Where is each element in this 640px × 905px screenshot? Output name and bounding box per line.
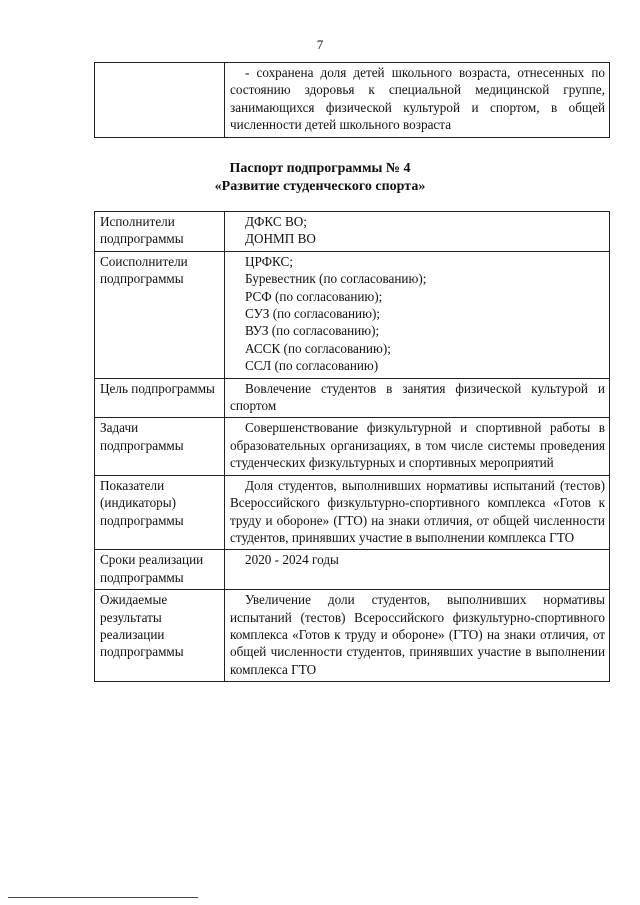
row-label: Ожидаемые результаты реализации подпрограммы (95, 590, 225, 682)
row-value: 2020 - 2024 годы (225, 550, 610, 590)
table-row (95, 63, 610, 138)
row-label: Показатели (индикаторы) подпрограммы (95, 475, 225, 550)
value-line: ДОНМП ВО (245, 231, 316, 247)
value-line: ДФКС ВО; (245, 214, 307, 229)
table-row (95, 475, 610, 550)
value-line: ВУЗ (по согласованию); (245, 323, 380, 339)
value-line: АССК (по согласованию); (245, 340, 391, 356)
row-label: Соисполнители подпрограммы (95, 251, 225, 378)
row-label: Задачи подпрограммы (95, 418, 225, 475)
passport-table (94, 211, 610, 682)
title-line-1: Паспорт подпрограммы № 4 (229, 161, 411, 176)
table-cell-empty (95, 63, 225, 138)
table-row (95, 251, 610, 378)
table-row (95, 212, 610, 252)
table-row (95, 550, 610, 590)
document-title (0, 160, 640, 196)
table-row (95, 418, 610, 475)
table-cell-text: - сохранена доля детей школьного возраста, отнесенных по состоянию здоровья к специальной медицинской группе, занимающихся физической культурой и спортом, в общей численности детей школьного возраста (225, 63, 610, 138)
value-line: ССЛ (по согласованию) (245, 358, 379, 374)
row-value: Доля студентов, выполнивших нормативы испытаний (тестов) Всероссийского физкультурно-спортивного комплекса «Готов к труду и обороне» (ГТО) на знаки отличия, от общей численности студентов, принявших участие в выполнении комплекса ГТО (225, 475, 610, 550)
row-value: Вовлечение студентов в занятия физической культурой и спортом (225, 378, 610, 418)
continuation-table (94, 62, 610, 138)
row-label: Цель подпрограммы (95, 378, 225, 418)
row-label: Сроки реализации подпрограммы (95, 550, 225, 590)
row-value: Совершенствование физкультурной и спортивной работы в образовательных организациях, в том числе системы проведения студенческих физкультурных и спортивных мероприятий (225, 418, 610, 475)
table-row (95, 590, 610, 682)
page-number: 7 (316, 37, 324, 52)
title-line-2: «Развитие студенческого спорта» (214, 179, 426, 194)
value-line: Буревестник (по согласованию); (245, 271, 427, 287)
value-line: ЦРФКС; (245, 253, 293, 269)
footnote-rule (8, 897, 198, 898)
row-label: Исполнители подпрограммы (95, 212, 225, 252)
value-line: СУЗ (по согласованию); (245, 306, 381, 322)
row-value (225, 212, 610, 252)
value-line: РСФ (по согласованию); (245, 288, 383, 304)
row-value: Увеличение доли студентов, выполнивших нормативы испытаний (тестов) Всероссийского физкультурно-спортивного комплекса «Готов к труду и обороне» (ГТО) на знаки отличия, от общей численности студентов, принявших участие в выполнении комплекса ГТО (225, 590, 610, 682)
row-value (225, 251, 610, 378)
table-row (95, 378, 610, 418)
